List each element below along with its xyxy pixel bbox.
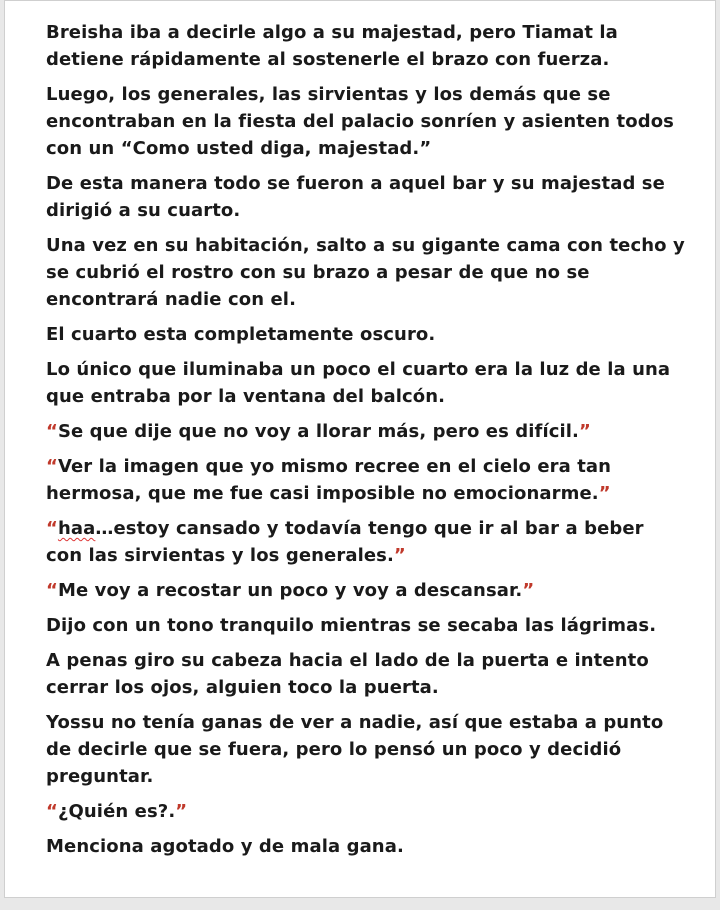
- document-page: [4, 0, 716, 898]
- close-quote-mark: ”: [175, 801, 188, 822]
- document-body[interactable]: [46, 19, 686, 868]
- close-quote-mark: ”: [522, 580, 535, 601]
- paragraph-text: Una vez en su habitación, salto a su gigante cama con techo y se cubrió el rostro con su brazo a pesar de que no se encontrará nadie con el.: [46, 235, 685, 310]
- paragraph: [46, 356, 686, 410]
- paragraph-text: Dijo con un tono tranquilo mientras se secaba las lágrimas.: [46, 615, 657, 636]
- paragraph: [46, 81, 686, 162]
- paragraph: [46, 612, 686, 639]
- open-quote-mark: “: [46, 580, 58, 601]
- dialogue-text: ¿Quién es?.: [57, 801, 176, 822]
- paragraph-text: Lo único que iluminaba un poco el cuarto era la luz de la una que entraba por la ventana del balcón.: [46, 359, 671, 407]
- open-quote-mark: “: [46, 518, 58, 539]
- open-quote-mark: “: [46, 801, 58, 822]
- dialogue-paragraph: [46, 453, 686, 507]
- dialogue-text: Se que dije que no voy a llorar más, pero es difícil.: [57, 421, 579, 442]
- dialogue-paragraph: [46, 515, 686, 569]
- dialogue-paragraph: [46, 418, 686, 445]
- dialogue-paragraph: [46, 798, 686, 825]
- open-quote-mark: “: [46, 421, 58, 442]
- dialogue-text: …estoy cansado y todavía tengo que ir al bar a beber con las sirvientas y los generales.: [46, 518, 644, 566]
- dialogue-text: Me voy a recostar un poco y voy a descansar.: [57, 580, 523, 601]
- paragraph: [46, 709, 686, 790]
- paragraph: [46, 170, 686, 224]
- paragraph-text: A penas giro su cabeza hacia el lado de la puerta e intento cerrar los ojos, alguien toco la puerta.: [46, 650, 649, 698]
- paragraph-text: Menciona agotado y de mala gana.: [46, 836, 404, 857]
- paragraph: [46, 19, 686, 73]
- dialogue-paragraph: [46, 577, 686, 604]
- paragraph-text: Breisha iba a decirle algo a su majestad, pero Tiamat la detiene rápidamente al sostenerle el brazo con fuerza.: [46, 22, 618, 70]
- paragraph-text: Yossu no tenía ganas de ver a nadie, así que estaba a punto de decirle que se fuera, pero lo pensó un poco y decidió preguntar.: [46, 712, 664, 787]
- close-quote-mark: ”: [393, 545, 406, 566]
- close-quote-mark: ”: [598, 483, 611, 504]
- paragraph: [46, 321, 686, 348]
- open-quote-mark: “: [46, 456, 58, 477]
- paragraph: [46, 647, 686, 701]
- paragraph: [46, 833, 686, 860]
- paragraph-text: De esta manera todo se fueron a aquel bar y su majestad se dirigió a su cuarto.: [46, 173, 665, 221]
- paragraph: [46, 232, 686, 313]
- close-quote-mark: ”: [578, 421, 591, 442]
- dialogue-text: Ver la imagen que yo mismo recree en el cielo era tan hermosa, que me fue casi imposible no emocionarme.: [46, 456, 612, 504]
- paragraph-text: Luego, los generales, las sirvientas y los demás que se encontraban en la fiesta del palacio sonríen y asienten todos con un “Como usted diga, majestad.”: [46, 84, 674, 159]
- spellcheck-flagged-word[interactable]: haa: [57, 518, 96, 539]
- paragraph-text: El cuarto esta completamente oscuro.: [46, 324, 436, 345]
